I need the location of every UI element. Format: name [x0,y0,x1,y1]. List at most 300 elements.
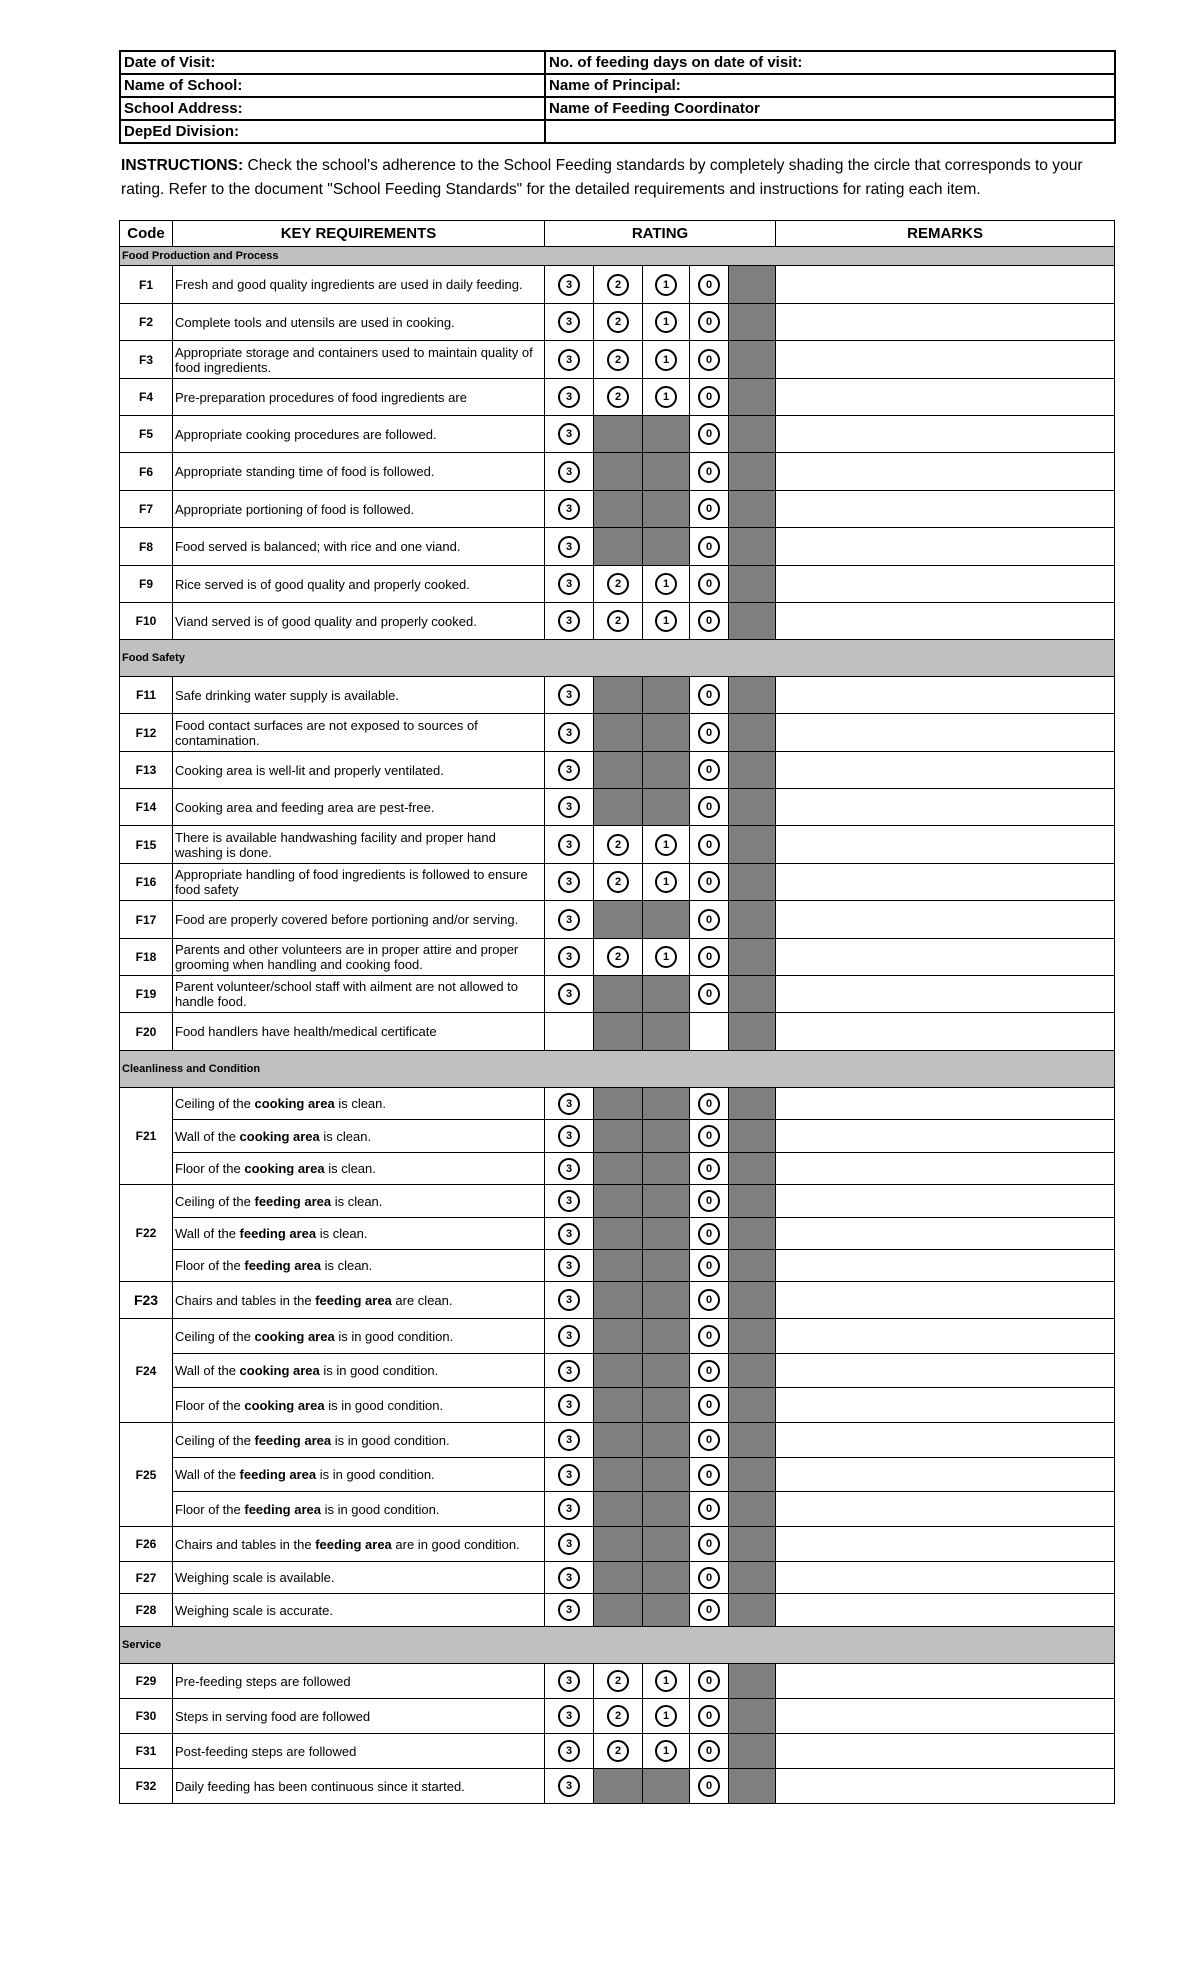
requirement-fragment: Ceiling of the [175,1193,255,1209]
rating-3-circle[interactable]: 3 [558,423,580,445]
rating-1-circle[interactable]: 1 [655,871,677,893]
rating-cell-1 [643,1185,690,1218]
requirement-text [173,1388,545,1423]
rating-0-circle[interactable]: 0 [698,1394,720,1416]
rating-0-circle[interactable]: 0 [698,909,720,931]
rating-cell-0 [690,1120,729,1153]
rating-3-circle[interactable]: 3 [558,684,580,706]
requirement-fragment: is in good condition. [331,1432,450,1448]
remarks-cell[interactable] [776,976,1115,1013]
rating-cell-3 [545,1218,594,1250]
rating-0-circle[interactable]: 0 [698,498,720,520]
rating-cell-0 [690,1527,729,1562]
rating-0-circle[interactable]: 0 [698,386,720,408]
rating-cell-0 [690,1319,729,1354]
rating-cell-2 [594,1218,643,1250]
rating-cell-0 [690,864,729,901]
rating-3-circle[interactable]: 3 [558,1464,580,1486]
remarks-cell[interactable] [776,1388,1115,1423]
rating-0-circle[interactable]: 0 [698,1567,720,1589]
rating-1-circle[interactable]: 1 [655,610,677,632]
rating-3-circle[interactable]: 3 [558,834,580,856]
rating-3-circle[interactable]: 3 [558,909,580,931]
deped-division-value[interactable] [545,120,1115,143]
rating-0-circle[interactable]: 0 [698,1223,720,1245]
item-code: F28 [120,1594,173,1627]
requirement-emphasis: cooking area [254,1328,335,1344]
rating-0-circle[interactable]: 0 [698,1158,720,1180]
requirement-fragment: is in good condition. [334,1328,454,1344]
requirements-table [119,220,1115,1804]
requirement-fragment: Pre-preparation procedures of food ingredients are [175,389,467,405]
rating-cell-2 [594,1562,643,1594]
remarks-cell[interactable] [776,1594,1115,1627]
item-code: F14 [120,789,173,826]
requirement-fragment: Ceiling of the [175,1328,255,1344]
requirement-text [173,1354,545,1388]
remarks-cell[interactable] [776,1153,1115,1185]
remarks-cell[interactable] [776,453,1115,491]
remarks-cell[interactable] [776,603,1115,640]
item-code: F17 [120,901,173,939]
remarks-cell[interactable] [776,304,1115,341]
rating-1-circle[interactable]: 1 [655,573,677,595]
rating-3-circle[interactable]: 3 [558,498,580,520]
item-code: F19 [120,976,173,1013]
rating-spacer-cell [729,304,776,341]
rating-cell-2 [594,491,643,528]
school-address-field[interactable]: School Address: [120,97,545,120]
requirement-fragment: Weighing scale is available. [175,1570,335,1585]
item-code: F13 [120,752,173,789]
rating-2-circle[interactable]: 2 [607,1705,629,1727]
rating-0-circle[interactable]: 0 [698,573,720,595]
rating-cell-1 [643,266,690,304]
requirement-fragment: is in good condition. [319,1363,439,1378]
rating-cell-3 [545,453,594,491]
instructions-body: Check the school's adherence to the School Feeding standards by completely shading the circle that corresponds to your rating. Refer to the document "School Feeding Standards" for the detailed requirements and instructions for rating each item. [121,157,1083,198]
code-header: Code [120,221,173,247]
remarks-cell[interactable] [776,1250,1115,1282]
rating-cell-3 [545,976,594,1013]
remarks-cell[interactable] [776,1088,1115,1120]
rating-0-circle[interactable]: 0 [698,684,720,706]
feeding-coordinator-field[interactable]: Name of Feeding Coordinator [545,97,1115,120]
rating-0-circle[interactable]: 0 [698,274,720,296]
rating-3-circle[interactable]: 3 [558,1223,580,1245]
date-of-visit-field[interactable]: Date of Visit: [120,51,545,74]
rating-1-circle[interactable]: 1 [655,1740,677,1762]
rating-spacer-cell [729,1185,776,1218]
table-row [120,1354,1115,1388]
table-row [120,1388,1115,1423]
rating-1-circle[interactable]: 1 [655,349,677,371]
rating-cell-2 [594,976,643,1013]
rating-2-circle[interactable]: 2 [607,274,629,296]
rating-3-circle[interactable]: 3 [558,349,580,371]
rating-cell-1 [643,1492,690,1527]
rating-0-circle[interactable]: 0 [698,423,720,445]
rating-3-circle[interactable]: 3 [558,871,580,893]
requirement-fragment: Appropriate cooking procedures are followed. [175,426,437,442]
remarks-cell[interactable] [776,826,1115,864]
rating-cell-2 [594,416,643,453]
rating-0-circle[interactable]: 0 [698,1740,720,1762]
remarks-cell[interactable] [776,939,1115,976]
item-code: F23 [120,1282,173,1319]
rating-cell-0 [690,714,729,752]
item-code: F25 [120,1423,173,1527]
rating-3-circle[interactable]: 3 [558,536,580,558]
rating-1-circle[interactable]: 1 [655,946,677,968]
rating-cell-2 [594,1120,643,1153]
rating-0-circle[interactable]: 0 [698,1775,720,1797]
remarks-cell[interactable] [776,1013,1115,1051]
remarks-cell[interactable] [776,416,1115,453]
item-code: F31 [120,1734,173,1769]
remarks-cell[interactable] [776,491,1115,528]
rating-3-circle[interactable]: 3 [558,1325,580,1347]
requirement-emphasis: feeding area [254,1193,332,1209]
remarks-cell[interactable] [776,677,1115,714]
rating-0-circle[interactable]: 0 [698,1360,720,1382]
requirement-fragment: Appropriate portioning of food is followed. [175,501,415,517]
rating-cell-3 [545,528,594,566]
rating-3-circle[interactable]: 3 [558,1670,580,1692]
rating-cell-2 [594,789,643,826]
rating-3-circle[interactable]: 3 [558,1498,580,1520]
rating-0-circle[interactable]: 0 [698,759,720,781]
section-header-row [120,247,1115,266]
section-title: Food Safety [120,640,1115,677]
table-row [120,864,1115,901]
table-row [120,1458,1115,1492]
remarks-cell[interactable] [776,789,1115,826]
item-code: F30 [120,1699,173,1734]
table-row [120,1492,1115,1527]
rating-3-circle[interactable]: 3 [558,796,580,818]
table-row [120,603,1115,640]
table-row [120,491,1115,528]
rating-cell-0 [690,939,729,976]
rating-cell-2 [594,379,643,416]
remarks-cell[interactable] [776,1282,1115,1319]
remarks-cell[interactable] [776,1319,1115,1354]
item-code: F3 [120,341,173,379]
rating-cell-2 [594,341,643,379]
rating-2-circle[interactable]: 2 [607,386,629,408]
section-header-row [120,1051,1115,1088]
column-header-row [120,221,1115,247]
rating-3-circle[interactable]: 3 [558,983,580,1005]
rating-cell-1 [643,1458,690,1492]
requirement-fragment: Parent volunteer/school staff with ailment are not allowed to handle food. [175,979,519,1009]
rating-cell-3 [545,1423,594,1458]
rating-0-circle[interactable]: 0 [698,1190,720,1212]
rating-cell-3 [545,304,594,341]
rating-3-circle[interactable]: 3 [558,573,580,595]
rating-cell-0 [690,976,729,1013]
table-row [120,304,1115,341]
rating-0-circle[interactable]: 0 [698,1464,720,1486]
requirement-fragment: is in good condition. [316,1467,435,1482]
rating-0-circle[interactable]: 0 [698,1325,720,1347]
rating-3-circle[interactable]: 3 [558,274,580,296]
rating-2-circle[interactable]: 2 [607,834,629,856]
rating-cell-3 [545,1458,594,1492]
rating-1-circle[interactable]: 1 [655,311,677,333]
requirement-fragment: Appropriate handling of food ingredients is followed to ensure food safety [175,867,528,897]
requirement-fragment: Safe drinking water supply is available. [175,687,400,703]
remarks-cell[interactable] [776,714,1115,752]
remarks-cell[interactable] [776,566,1115,603]
table-row [120,416,1115,453]
rating-cell-0 [690,1699,729,1734]
requirement-text [173,1562,545,1594]
rating-spacer-cell [729,416,776,453]
deped-division-field[interactable]: DepEd Division: [120,120,545,143]
requirement-text [173,1594,545,1627]
remarks-cell[interactable] [776,1120,1115,1153]
rating-cell-1 [643,416,690,453]
rating-2-circle[interactable]: 2 [607,349,629,371]
table-row [120,1319,1115,1354]
rating-2-circle[interactable]: 2 [607,311,629,333]
remarks-cell[interactable] [776,266,1115,304]
remarks-cell[interactable] [776,864,1115,901]
remarks-cell[interactable] [776,1664,1115,1699]
table-row [120,789,1115,826]
requirement-text [173,901,545,939]
remarks-cell[interactable] [776,1562,1115,1594]
requirement-text [173,1734,545,1769]
school-name-field[interactable]: Name of School: [120,74,545,97]
rating-cell-0 [690,341,729,379]
requirement-fragment: is clean. [320,1258,373,1273]
rating-0-circle[interactable]: 0 [698,1670,720,1692]
table-row [120,1734,1115,1769]
rating-2-circle[interactable]: 2 [607,610,629,632]
requirement-fragment: Rice served is of good quality and properly cooked. [175,576,470,592]
rating-0-circle[interactable]: 0 [698,1599,720,1621]
remarks-cell[interactable] [776,1527,1115,1562]
rating-2-circle[interactable]: 2 [607,1740,629,1762]
remarks-cell[interactable] [776,901,1115,939]
requirement-emphasis: cooking area [254,1096,335,1111]
rating-spacer-cell [729,1423,776,1458]
table-row [120,566,1115,603]
rating-1-circle[interactable]: 1 [655,834,677,856]
requirement-text [173,789,545,826]
remarks-cell[interactable] [776,1354,1115,1388]
table-row [120,1423,1115,1458]
requirement-text [173,341,545,379]
table-row [120,1562,1115,1594]
rating-2-circle[interactable]: 2 [607,871,629,893]
remarks-cell[interactable] [776,1423,1115,1458]
rating-cell-3 [545,341,594,379]
requirement-fragment: Wall of the [175,1128,240,1144]
remarks-cell[interactable] [776,1185,1115,1218]
requirement-text [173,939,545,976]
principal-name-field[interactable]: Name of Principal: [545,74,1115,97]
table-row [120,379,1115,416]
rating-cell-1 [643,379,690,416]
rating-3-circle[interactable]: 3 [558,722,580,744]
rating-1-circle[interactable]: 1 [655,386,677,408]
requirement-fragment: Parents and other volunteers are in proper attire and proper grooming when handling and cooking food. [175,942,519,972]
item-code: F12 [120,714,173,752]
rating-0-circle[interactable]: 0 [698,610,720,632]
requirement-fragment: Wall of the [175,1467,240,1482]
rating-cell-3 [545,1354,594,1388]
rating-cell-1 [643,453,690,491]
rating-3-circle[interactable]: 3 [558,1567,580,1589]
rating-0-circle[interactable]: 0 [698,722,720,744]
rating-3-circle[interactable]: 3 [558,1255,580,1277]
rating-0-circle[interactable]: 0 [698,1498,720,1520]
rating-spacer-cell [729,1699,776,1734]
section-title: Service [120,1627,1115,1664]
remarks-cell[interactable] [776,1492,1115,1527]
rating-0-circle[interactable]: 0 [698,1533,720,1555]
rating-3-circle[interactable]: 3 [558,1289,580,1311]
rating-2-circle[interactable]: 2 [607,946,629,968]
rating-1-circle[interactable]: 1 [655,1705,677,1727]
requirement-text [173,266,545,304]
requirement-emphasis: cooking area [244,1161,325,1176]
rating-3-circle[interactable]: 3 [558,1190,580,1212]
rating-cell-3 [545,1088,594,1120]
rating-0-circle[interactable]: 0 [698,1255,720,1277]
rating-cell-3 [545,1319,594,1354]
rating-3-circle[interactable]: 3 [558,311,580,333]
remarks-cell[interactable] [776,341,1115,379]
remarks-cell[interactable] [776,1734,1115,1769]
section-title: Food Production and Process [120,247,1115,266]
rating-0-circle[interactable]: 0 [698,1289,720,1311]
rating-3-circle[interactable]: 3 [558,1429,580,1451]
rating-3-circle[interactable]: 3 [558,1705,580,1727]
rating-0-circle[interactable]: 0 [698,1429,720,1451]
requirement-emphasis: cooking area [239,1363,320,1378]
rating-cell-3 [545,266,594,304]
rating-3-circle[interactable]: 3 [558,1158,580,1180]
rating-cell-2 [594,1458,643,1492]
rating-spacer-cell [729,1282,776,1319]
rating-0-circle[interactable]: 0 [698,1705,720,1727]
item-code: F32 [120,1769,173,1804]
rating-3-circle[interactable]: 3 [558,946,580,968]
requirement-fragment: Weighing scale is accurate. [175,1602,334,1618]
rating-0-circle[interactable]: 0 [698,871,720,893]
rating-0-circle[interactable]: 0 [698,536,720,558]
rating-0-circle[interactable]: 0 [698,311,720,333]
rating-cell-1 [643,1423,690,1458]
rating-cell-1 [643,1120,690,1153]
rating-3-circle[interactable]: 3 [558,759,580,781]
rating-3-circle[interactable]: 3 [558,1093,580,1115]
requirement-text [173,566,545,603]
requirement-text [173,1088,545,1120]
table-row [120,1153,1115,1185]
rating-0-circle[interactable]: 0 [698,834,720,856]
rating-cell-1 [643,1013,690,1051]
item-code: F8 [120,528,173,566]
rating-2-circle[interactable]: 2 [607,1670,629,1692]
requirement-fragment: Wall of the [175,1226,240,1241]
requirement-fragment: is in good condition. [320,1501,440,1517]
rating-0-circle[interactable]: 0 [698,1125,720,1147]
requirement-fragment: Chairs and tables in the [175,1536,316,1552]
requirement-text [173,1153,545,1185]
remarks-cell[interactable] [776,379,1115,416]
rating-3-circle[interactable]: 3 [558,1599,580,1621]
item-code: F20 [120,1013,173,1051]
rating-cell-3 [545,1562,594,1594]
remarks-cell[interactable] [776,1769,1115,1804]
feeding-days-field[interactable]: No. of feeding days on date of visit: [545,51,1115,74]
rating-2-circle[interactable]: 2 [607,573,629,595]
rating-cell-0 [690,1185,729,1218]
item-code: F27 [120,1562,173,1594]
table-row [120,1120,1115,1153]
item-code: F21 [120,1088,173,1185]
rating-cell-2 [594,1769,643,1804]
requirement-fragment: Pre-feeding steps are followed [175,1673,351,1689]
remarks-cell[interactable] [776,1218,1115,1250]
table-row [120,453,1115,491]
rating-spacer-cell [729,603,776,640]
rating-0-circle[interactable]: 0 [698,796,720,818]
rating-3-circle[interactable]: 3 [558,1360,580,1382]
rating-3-circle[interactable]: 3 [558,1533,580,1555]
rating-spacer-cell [729,1562,776,1594]
checklist-body [120,247,1115,1804]
rating-0-circle[interactable]: 0 [698,946,720,968]
rating-1-circle[interactable]: 1 [655,1670,677,1692]
rating-3-circle[interactable]: 3 [558,610,580,632]
remarks-cell[interactable] [776,752,1115,789]
requirement-text [173,1527,545,1562]
remarks-cell[interactable] [776,1699,1115,1734]
requirement-text [173,453,545,491]
requirement-emphasis: feeding area [315,1292,392,1308]
rating-0-circle[interactable]: 0 [698,1093,720,1115]
rating-3-circle[interactable]: 3 [558,1775,580,1797]
remarks-cell[interactable] [776,1458,1115,1492]
requirement-fragment: Post-feeding steps are followed [175,1743,357,1759]
rating-3-circle[interactable]: 3 [558,1394,580,1416]
requirement-fragment: Chairs and tables in the [175,1292,316,1308]
requirement-text [173,864,545,901]
rating-3-circle[interactable]: 3 [558,1125,580,1147]
requirement-text [173,491,545,528]
requirement-fragment: is clean. [324,1161,376,1176]
requirement-text [173,1013,545,1051]
table-row [120,1282,1115,1319]
rating-1-circle[interactable]: 1 [655,274,677,296]
section-header-row [120,640,1115,677]
rating-0-circle[interactable]: 0 [698,349,720,371]
rating-3-circle[interactable]: 3 [558,461,580,483]
rating-0-circle[interactable]: 0 [698,461,720,483]
remarks-cell[interactable] [776,528,1115,566]
rating-0-circle[interactable]: 0 [698,983,720,1005]
rating-3-circle[interactable]: 3 [558,386,580,408]
rating-3-circle[interactable]: 3 [558,1740,580,1762]
rating-cell-0 [690,1769,729,1804]
